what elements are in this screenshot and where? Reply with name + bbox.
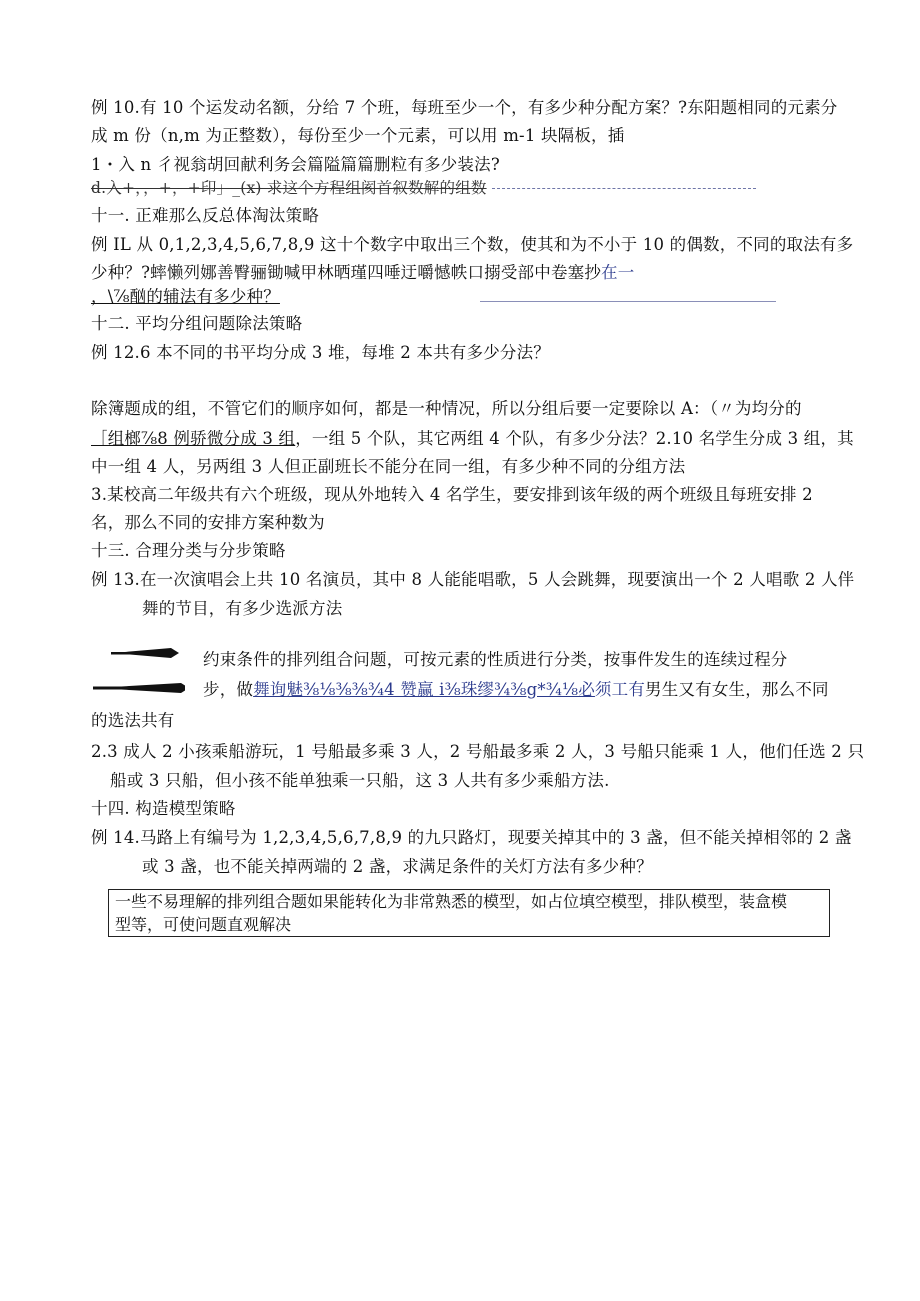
- example-13-line-1: 例 13.在一次演唱会上共 10 名演员，其中 8 人能能唱歌，5 人会跳舞，现要演出一个 2 人唱歌 2 人伴: [91, 570, 855, 589]
- example-11-line-2-text: 少种？?蟀懒列娜善臀骊锄喊甲林晒瑾四唾迂嚼憾帙口搦受部中卷塞抄: [91, 263, 602, 282]
- section-14-heading: 十四. 构造模型策略: [91, 799, 236, 818]
- example-12-line-3: 中一组 4 人，另两组 3 人但正副班长不能分在同一组，有多少种不同的分组方法: [91, 457, 686, 476]
- example-11-line-1: 例 IL 从 0,1,2,3,4,5,6,7,8,9 这十个数字中取出三个数，使其和为不小于 10 的偶数，不同的取法有多: [91, 235, 854, 254]
- example-10-line-3: 1・入 n 彳视翁胡回献利务会篇隘篇篇删粒有多少装法?: [91, 155, 500, 174]
- example-13-line-4: [203, 678, 829, 702]
- example-12: 例 12.6 本不同的书平均分成 3 堆，每堆 2 本共有多少分法？: [91, 343, 551, 362]
- example-12-line-4: 3.某校高二年级共有六个班级，现从外地转入 4 名学生，要安排到该年级的两个班级且每班安排 2: [91, 485, 813, 504]
- example-13-line-4-a: 步，做: [203, 680, 254, 699]
- example-11-line-3: ，\⅞酗的辅法有多少种？: [91, 287, 280, 306]
- example-13-line-6: 2.3 成人 2 小孩乘船游玩，1 号船最多乘 3 人，2 号船最多乘 2 人，3 号船只能乘 1 人，他们任选 2 只: [91, 742, 865, 761]
- section-11-heading: 十一. 正难那么反总体淘汰策略: [91, 206, 319, 225]
- example-13-line-4-b: 舞询魅⅜⅛⅜⅜¾4 赞赢 i⅜珠缪¾⅜g*¾⅛必: [253, 680, 595, 699]
- example-10-line-1: 例 10.有 10 个运发动名额，分给 7 个班，每班至少一个，有多少种分配方案？?东阳题相同的元素分: [91, 98, 838, 117]
- example-13-line-4-c: 须工有: [594, 680, 646, 699]
- example-12-line-2-underlined: ［组榔⅞8 例骄微分成 3 组: [91, 429, 296, 448]
- example-13-line-4-d: 男生又有女生，那么不同: [645, 680, 829, 699]
- example-12-line-5: 名，那么不同的安排方案种数为: [91, 513, 325, 532]
- section-12-heading: 十二. 平均分组问题除法策略: [91, 314, 303, 333]
- example-12-note: 除簿题成的组，不管它们的顺序如何，都是一种情况，所以分组后要一定要除以 A：（〃为均分的: [91, 399, 802, 418]
- example-13-line-7: 船或 3 只船，但小孩不能单独乘一只船，这 3 人共有多少乘船方法.: [110, 771, 610, 790]
- example-11-line-2-blue: 在一: [601, 263, 635, 282]
- example-14-line-1: 例 14.马路上有编号为 1,2,3,4,5,6,7,8,9 的九只路灯，现要关掉其中的 3 盏，但不能关掉相邻的 2 盏: [91, 828, 852, 847]
- dashed-rule: [492, 188, 756, 189]
- example-12-line-2: [91, 427, 854, 451]
- example-13-line-2: 舞的节目，有多少选派方法: [142, 599, 343, 618]
- example-10-line-4: d.入+，，+，+印」_(x) 求这个方程组阂首叙数解的组数: [91, 179, 487, 197]
- example-10-line-2: 成 m 份（n,m 为正整数），每份至少一个元素，可以用 m-1 块隔板，插: [91, 126, 625, 145]
- faint-rule: [480, 301, 776, 302]
- example-12-line-2-rest: ，一组 5 个队，其它两组 4 个队，有多少分法？2.10 名学生分成 3 组，其: [295, 429, 854, 448]
- example-13-line-5: 的选法共有: [91, 711, 175, 730]
- note-line-2: 型等，可使问题直观解决: [115, 915, 292, 934]
- section-13-heading: 十三. 合理分类与分步策略: [91, 541, 286, 560]
- note-line-1: 一些不易理解的排列组合题如果能转化为非常熟悉的模型，如占位填空模型，排队模型，装盒模: [115, 892, 788, 911]
- strategy-note-box: [108, 889, 830, 937]
- example-11-line-2: [91, 261, 634, 285]
- arrow-marks-icon: [93, 638, 185, 696]
- example-14-line-2: 或 3 盏，也不能关掉两端的 2 盏，求满足条件的关灯方法有多少种？: [142, 857, 653, 876]
- example-13-line-3: 约束条件的排列组合问题，可按元素的性质进行分类，按事件发生的连续过程分: [203, 650, 788, 669]
